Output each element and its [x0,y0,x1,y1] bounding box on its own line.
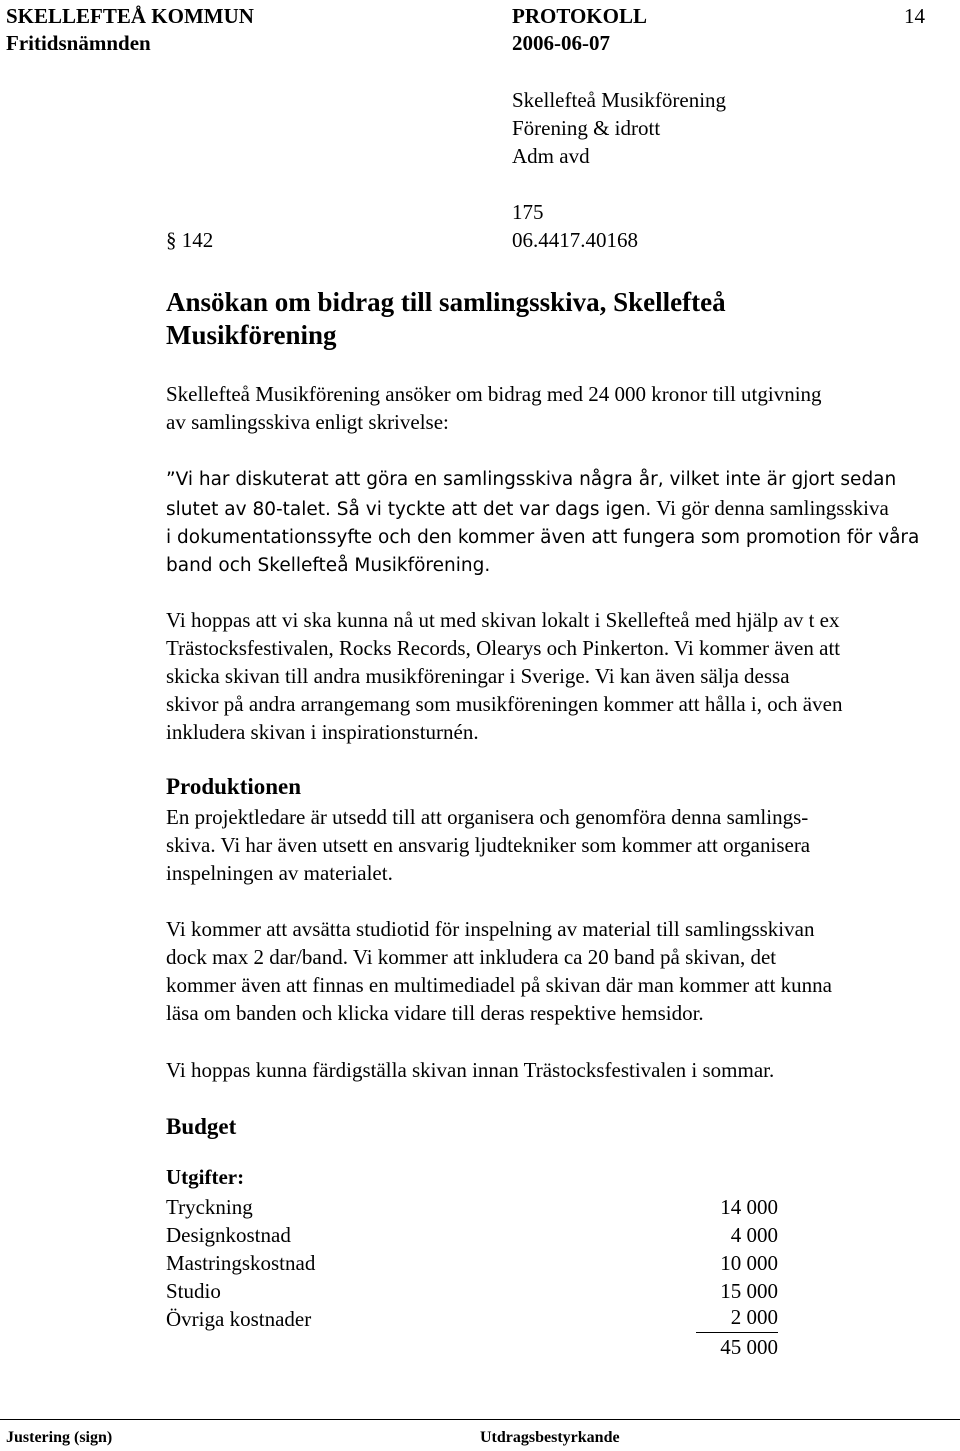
budget-item-label: Mastringskostnad [166,1251,316,1275]
production-paragraph: En projektledare är utsedd till att organisera och genomföra denna samlings- skiva. Vi har även utsett en ansvarig ljudtekniker som kommer att organisera inspelningen av materialet. [166,805,811,885]
ref-number: 175 [512,200,544,224]
budget-item-label: Designkostnad [166,1223,291,1247]
distribution-list [512,86,726,170]
budget-heading: Budget [166,1114,237,1139]
completion-paragraph: Vi hoppas kunna färdigställa skivan innan Trästocksfestivalen i sommar. [166,1058,775,1082]
budget-table [166,1193,778,1361]
budget-item-amount: 10 000 [720,1251,778,1275]
budget-item-label: Tryckning [166,1195,253,1219]
quote-paragraph: ”Vi har diskuterat att göra en samlingsskiva några år, vilket inte är gjort sedan slutet av 80-talet. Så vi tyckte att det var dags igen. Vi gör denna samlingsskiva i dokumentationssyfte och den kommer även att fungera som promotion för våra band och Skellefteå Musikförening. [166,469,920,576]
org-name: SKELLEFTEÅ KOMMUN [6,4,254,28]
budget-item-amount: 15 000 [720,1279,778,1303]
intro-paragraph: Skellefteå Musikförening ansöker om bidrag med 24 000 kronor till utgivning av samlingsskiva enligt skrivelse: [166,382,822,434]
budget-item-amount: 14 000 [720,1195,778,1219]
paragraph-number: § 142 [166,228,214,252]
budget-item-label: Övriga kostnader [166,1307,312,1331]
outreach-paragraph: Vi hoppas att vi ska kunna nå ut med skivan lokalt i Skellefteå med hjälp av t ex Trästocksfestivalen, Rocks Records, Olearys och Pinkerton. Vi kommer även att skicka skivan till andra musikföreningar i Sverige. Vi kan även sälja dessa skivor på andra arrangemang som musikföreningen kommer att hålla i, och även inkludera skivan i inspirationsturnén. [166,608,843,744]
meeting-date: 2006-06-07 [512,31,610,55]
distribution-item: Förening & idrott [512,116,661,140]
budget-total: 45 000 [720,1335,778,1359]
footer-certification-label: Utdragsbestyrkande [480,1429,620,1446]
distribution-item: Adm avd [512,144,590,168]
budget-item-amount: 2 000 [696,1305,778,1333]
budget-total-row [166,1333,778,1361]
case-number: 06.4417.40168 [512,228,638,252]
footer-rule [0,1419,960,1420]
budget-row [166,1305,778,1333]
budget-row [166,1221,778,1249]
expenses-label: Utgifter: [166,1165,245,1189]
committee: Fritidsnämnden [6,31,151,55]
production-heading: Produktionen [166,774,302,799]
budget-item-amount: 4 000 [730,1223,778,1247]
budget-item-label: Studio [166,1279,221,1303]
budget-row [166,1193,778,1221]
doc-type: PROTOKOLL [512,4,647,28]
distribution-item: Skellefteå Musikförening [512,88,727,112]
footer-signature-label: Justering (sign) [6,1429,113,1446]
budget-row [166,1277,778,1305]
page-title: Ansökan om bidrag till samlingsskiva, Skellefteå Musikförening [166,287,726,350]
page-number: 14 [904,4,925,28]
studio-paragraph: Vi kommer att avsätta studiotid för inspelning av material till samlingsskivan dock max 2 dar/band. Vi kommer att inkludera ca 20 band på skivan, det kommer även att finnas en multimediadel på skivan där man kommer att kunna läsa om banden och klicka vidare till deras respektive hemsidor. [166,917,832,1025]
budget-row [166,1249,778,1277]
